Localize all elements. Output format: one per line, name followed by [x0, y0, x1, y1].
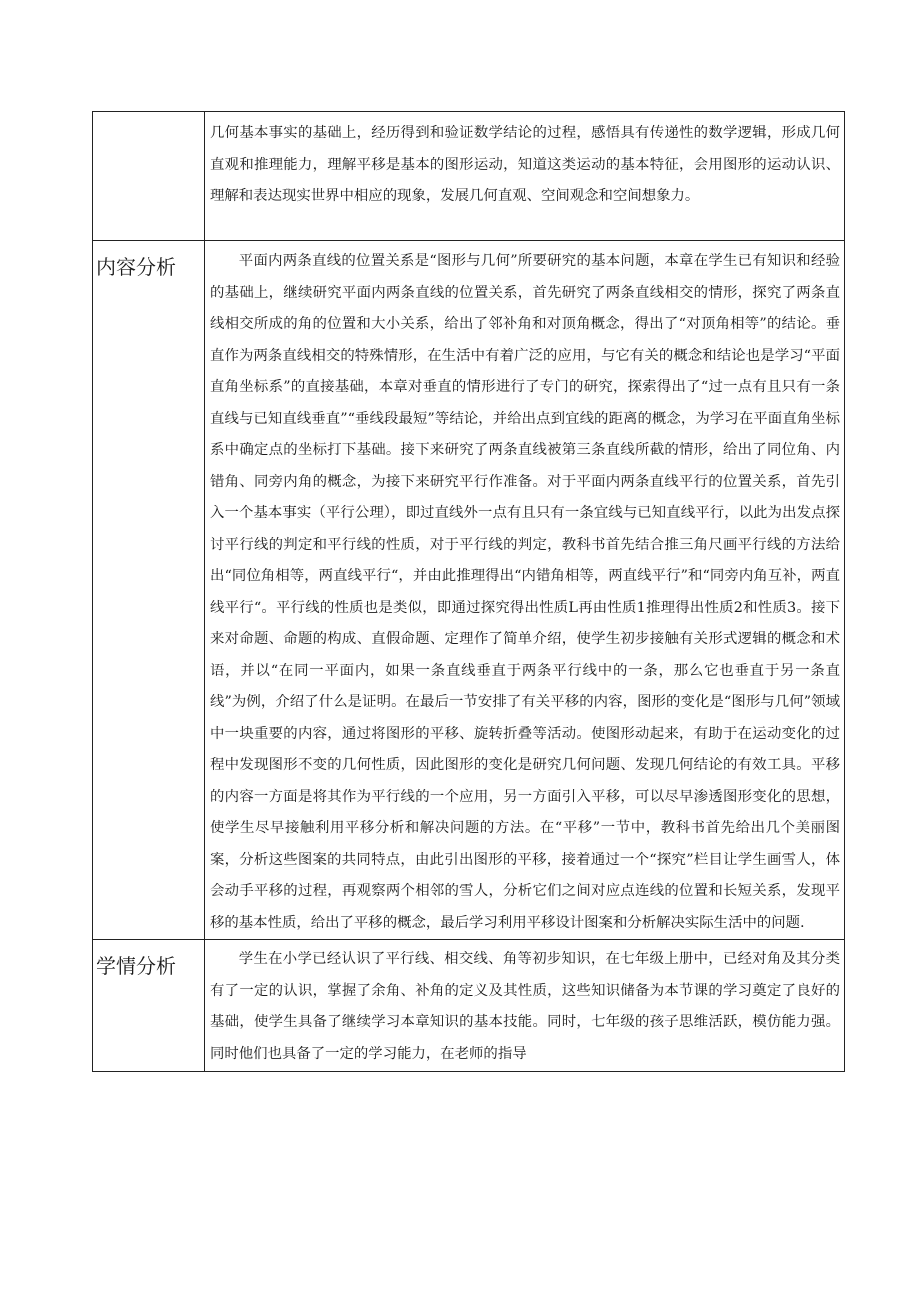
row-content-cell	[205, 940, 845, 1072]
table-row	[93, 241, 845, 940]
content-analysis-text: 平面内两条直线的位置关系是“图形与几何”所要研究的基本问题，本章在学生已有知识和经验的基础上，继续研究平面内两条直线的位置关系，首先研究了两条直线相交的情形，探究了两条直线相交所成的角的位置和大小关系，给出了邻补角和对顶角概念，得出了“对顶角相等”的结论。垂直作为两条直线相交的特殊情形，在生活中有着广泛的应用，与它有关的概念和结论也是学习“平面直角坐标系”的直接基础，本章对垂直的情形进行了专门的研究，探索得出了“过一点有且只有一条直线与已知直线垂直”“垂线段最短”等结论，并给出点到宜线的距离的概念，为学习在平面直角坐标系中确定点的坐标打下基础。接下来研究了两条直线被第三条直线所截的情形，给出了同位角、内错角、同旁内角的概念，为接下来研究平行作准备。对于平面内两条直线平行的位置关系，首先引入一个基本事实（平行公理），即过直线外一点有且只有一条宜线与已知直线平行，以此为出发点探讨平行线的判定和平行线的性质，对于平行线的判定，教科书首先结合推三角尺画平行线的方法给出“同位角相等，两直线平行“，并由此推理得出“内错角相等，两直线平行”和“同旁内角互补，两直线平行“。平行线的性质也是类似，即通过探究得出性质L再由性质1推理得出性质2和性质3。接下来对命题、命题的构成、直假命题、定理作了简单介绍，使学生初步接触有关形式逻辑的概念和术语，并以“在同一平面内，如果一条直线垂直于两条平行线中的一条，那么它也垂直于另一条直线”为例，介绍了什么是证明。在最后一节安排了有关平移的内容，图形的变化是“图形与几何”领域中一块重要的内容，通过将图形的平移、旋转折叠等活动。使图形动起来，有助于在运动变化的过程中发现图形不变的几何性质，因此图形的变化是研究几何问题、发现几何结论的有效工具。平移的内容一方面是将其作为平行线的一个应用，另一方面引入平移，可以尽早渗透图形变化的思想，使学生尽早接触利用平移分析和解决问题的方法。在“平移”一节中，教科书首先给出几个美丽图案，分析这些图案的共同特点，由此引出图形的平移，接着通过一个“探究”栏目让学生画雪人，体会动手平移的过程，再观察两个相邻的雪人，分析它们之间对应点连线的位置和长短关系，发现平移的基本性质，给出了平移的概念，最后学习利用平移设计图案和分析解决实际生活中的问题.	[210, 253, 840, 931]
goal-text: 几何基本事实的基础上，经历得到和验证数学结论的过程，感悟具有传递性的数学逻辑，形成几何直观和推理能力，理解平移是基本的图形运动，知道这类运动的基本特征，会用图形的运动认识、理解和表达现实世界中相应的现象，发展几何直观、空间观念和空间想象力。	[210, 125, 840, 204]
content-analysis-label: 内容分析	[96, 255, 176, 279]
table-row	[93, 940, 845, 1072]
row-label-cell	[93, 940, 205, 1072]
student-analysis-text: 学生在小学已经认识了平行线、相交线、角等初步知识，在七年级上册中，已经对角及其分类有了一定的认识，掌握了余角、补角的定义及其性质，这些知识储备为本节课的学习奠定了良好的基础，使学生具备了继续学习本章知识的基本技能。同时，七年级的孩子思维活跃，模仿能力强。同时他们也具备了一定的学习能力，在老师的指导	[210, 951, 840, 1062]
table-row	[93, 112, 845, 241]
student-analysis-label: 学情分析	[96, 954, 176, 978]
row-label	[93, 112, 204, 124]
row-label-cell	[93, 241, 205, 940]
row-label-cell	[93, 112, 205, 241]
row-content-cell	[205, 241, 845, 940]
row-content-cell	[205, 112, 845, 241]
lesson-plan-table	[92, 111, 845, 1072]
